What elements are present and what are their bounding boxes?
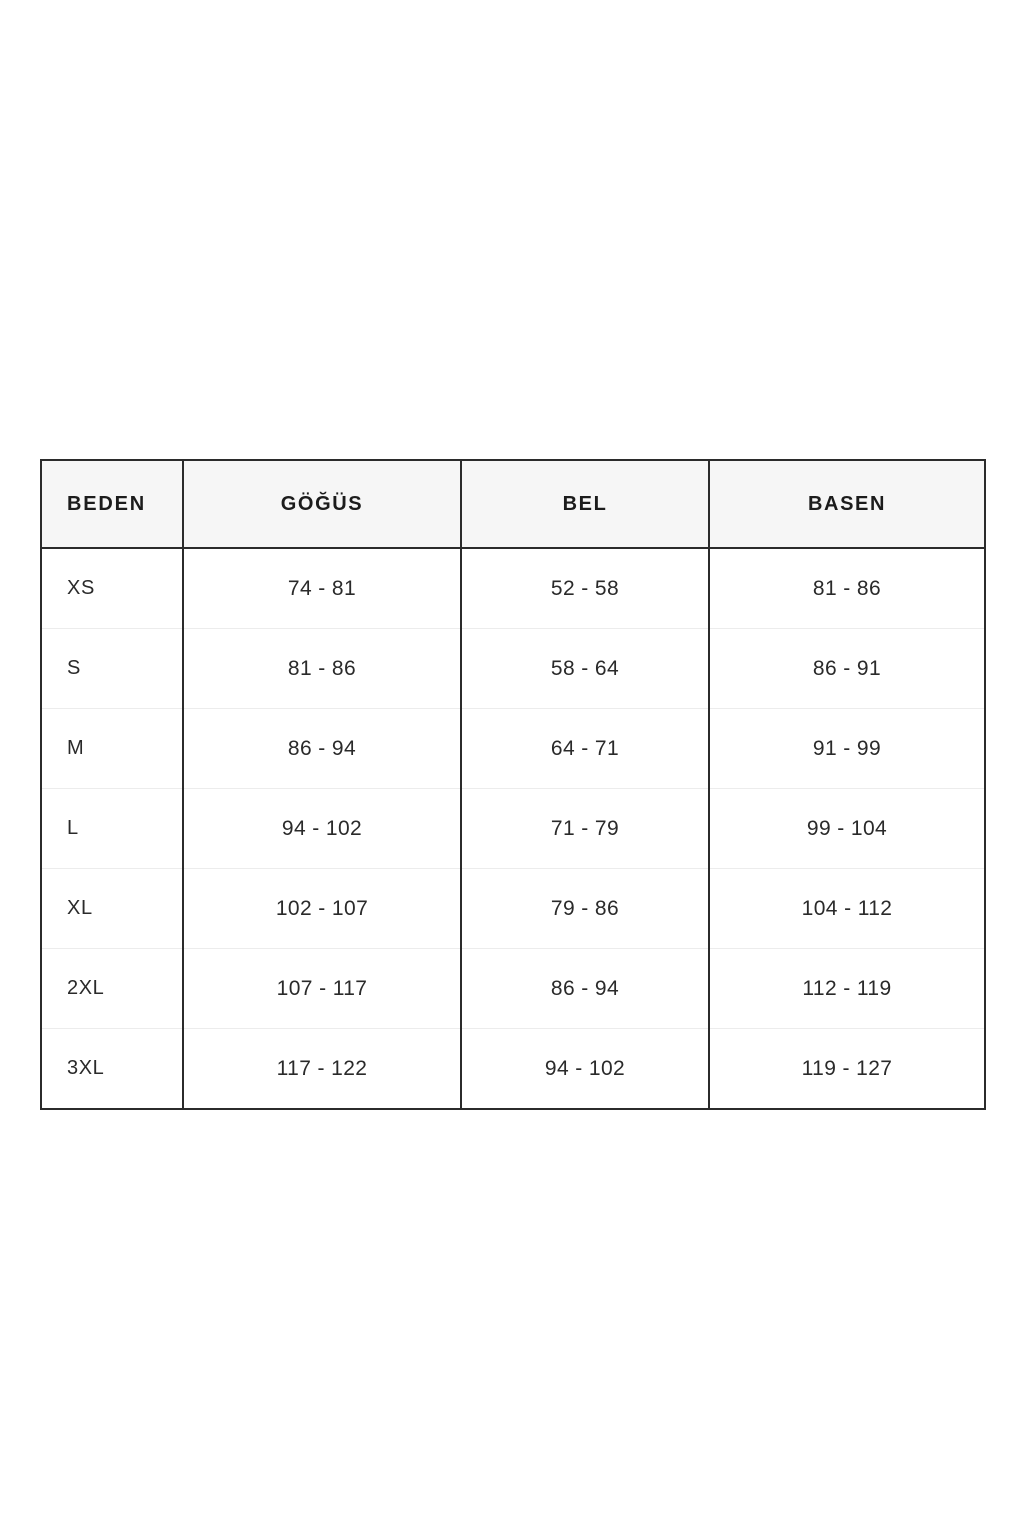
cell-basen: 91 - 99 [709,709,985,789]
cell-beden: S [41,629,183,709]
size-chart [40,459,984,1110]
cell-basen: 112 - 119 [709,949,985,1029]
cell-bel: 79 - 86 [461,869,709,949]
table-header [41,460,985,548]
cell-beden: XS [41,548,183,629]
cell-gogus: 107 - 117 [183,949,461,1029]
cell-beden: 3XL [41,1029,183,1110]
table-row [41,548,985,629]
cell-gogus: 117 - 122 [183,1029,461,1110]
column-header-beden: BEDEN [41,460,183,548]
cell-bel: 71 - 79 [461,789,709,869]
table-row [41,629,985,709]
cell-gogus: 74 - 81 [183,548,461,629]
column-header-basen: BASEN [709,460,985,548]
cell-beden: XL [41,869,183,949]
table-row [41,709,985,789]
table-row [41,869,985,949]
cell-basen: 99 - 104 [709,789,985,869]
table-row [41,1029,985,1110]
column-header-bel: BEL [461,460,709,548]
cell-gogus: 81 - 86 [183,629,461,709]
cell-gogus: 94 - 102 [183,789,461,869]
cell-bel: 52 - 58 [461,548,709,629]
table-header-row [41,460,985,548]
cell-beden: 2XL [41,949,183,1029]
cell-gogus: 102 - 107 [183,869,461,949]
table-body [41,548,985,1109]
size-chart-table [40,459,986,1110]
cell-bel: 86 - 94 [461,949,709,1029]
table-row [41,789,985,869]
cell-basen: 104 - 112 [709,869,985,949]
cell-gogus: 86 - 94 [183,709,461,789]
cell-bel: 64 - 71 [461,709,709,789]
column-header-gogus: GÖĞÜS [183,460,461,548]
cell-basen: 81 - 86 [709,548,985,629]
cell-basen: 119 - 127 [709,1029,985,1110]
cell-bel: 94 - 102 [461,1029,709,1110]
table-row [41,949,985,1029]
cell-bel: 58 - 64 [461,629,709,709]
cell-beden: M [41,709,183,789]
cell-beden: L [41,789,183,869]
cell-basen: 86 - 91 [709,629,985,709]
